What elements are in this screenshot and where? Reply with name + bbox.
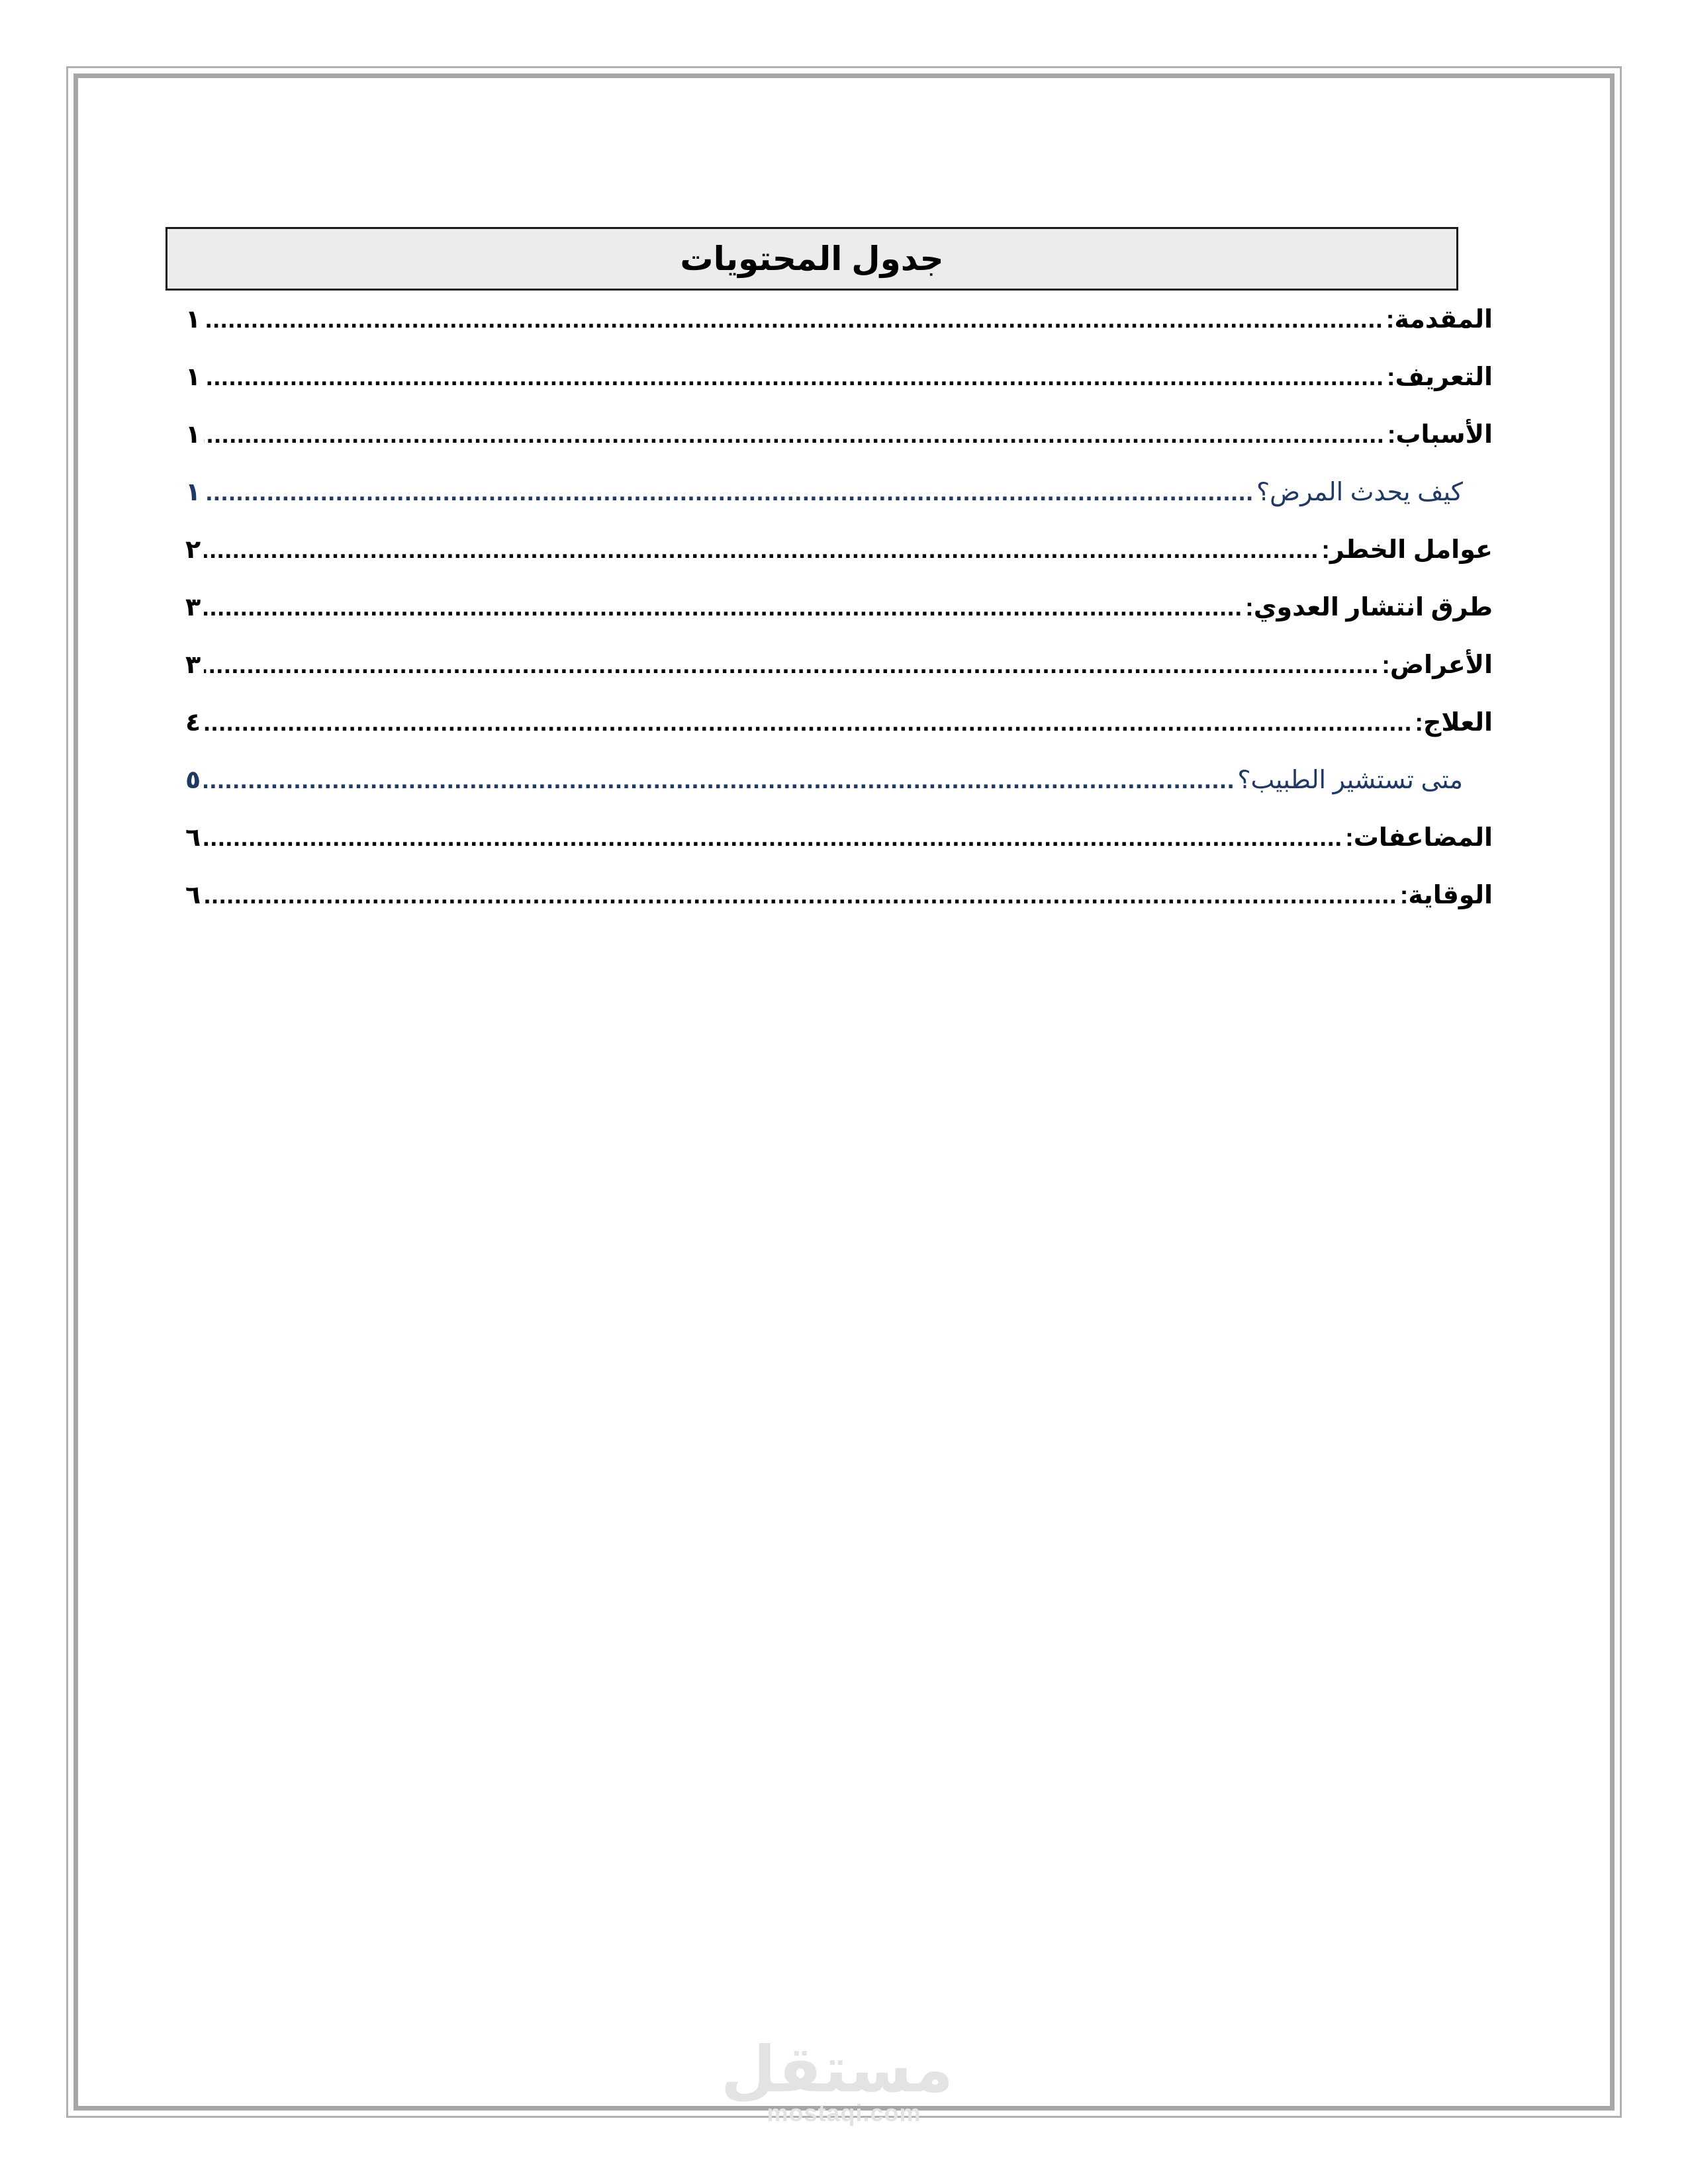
toc-entry-page: ٢ — [185, 536, 201, 564]
toc-dot-leader — [204, 536, 1319, 565]
toc-entry-complications[interactable] — [185, 823, 1493, 880]
toc-title: جدول المحتويات — [680, 240, 944, 277]
toc-entry-transmission[interactable] — [185, 592, 1493, 650]
toc-dot-leader — [204, 306, 1383, 334]
toc-entry-page: ٦ — [185, 824, 201, 852]
toc-entry-page: ٣ — [185, 651, 201, 679]
toc-entry-treatment[interactable] — [185, 707, 1493, 765]
toc-entry-page: ١ — [185, 363, 201, 391]
toc-dot-leader — [204, 651, 1379, 680]
toc-entry-definition[interactable] — [185, 362, 1493, 420]
watermark-logo: مستقل — [720, 2034, 953, 2105]
toc-dot-leader — [204, 882, 1397, 910]
toc-entry-label: الوقاية: — [1399, 882, 1493, 909]
toc-dot-leader — [204, 709, 1412, 737]
toc-entry-symptoms[interactable] — [185, 650, 1493, 707]
toc-entry-label: العلاج: — [1415, 709, 1493, 737]
toc-entry-causes[interactable] — [185, 420, 1493, 477]
toc-dot-leader — [204, 824, 1342, 852]
toc-entry-page: ٣ — [185, 594, 201, 621]
watermark-url: mostaqi.com — [767, 2099, 921, 2126]
toc-dot-leader — [204, 594, 1243, 622]
toc-dot-leader — [204, 766, 1235, 795]
toc-entry-prevention[interactable] — [185, 880, 1493, 938]
toc-entry-page: ١ — [185, 421, 201, 449]
toc-entry-page: ١ — [185, 478, 201, 506]
toc-dot-leader — [204, 363, 1384, 392]
toc-entry-label: كيف يحدث المرض؟ — [1256, 478, 1463, 506]
toc-entry-page: ٦ — [185, 882, 201, 909]
toc-entry-label: التعريف: — [1386, 363, 1493, 391]
toc-dot-leader — [204, 421, 1385, 449]
toc-heading-box — [165, 227, 1458, 291]
toc-entry-label: المقدمة: — [1385, 306, 1493, 334]
toc-entry-label: طرق انتشار العدوي: — [1245, 594, 1493, 621]
toc-entry-label: متى تستشير الطبيب؟ — [1237, 766, 1463, 794]
toc-list — [185, 304, 1493, 938]
toc-entry-label: عوامل الخطر: — [1321, 536, 1493, 564]
toc-entry-page: ٥ — [185, 766, 201, 794]
toc-entry-how-disease-occurs[interactable] — [185, 477, 1493, 535]
toc-entry-label: المضاعفات: — [1345, 824, 1493, 852]
toc-dot-leader — [204, 478, 1254, 507]
watermark — [720, 2034, 953, 2127]
toc-entry-when-to-see-doctor[interactable] — [185, 765, 1493, 823]
toc-entry-label: الأسباب: — [1387, 421, 1493, 449]
toc-entry-introduction[interactable] — [185, 304, 1493, 362]
toc-entry-risk-factors[interactable] — [185, 535, 1493, 592]
toc-entry-page: ٤ — [185, 709, 201, 737]
toc-entry-page: ١ — [185, 306, 201, 334]
toc-entry-label: الأعراض: — [1382, 651, 1493, 679]
